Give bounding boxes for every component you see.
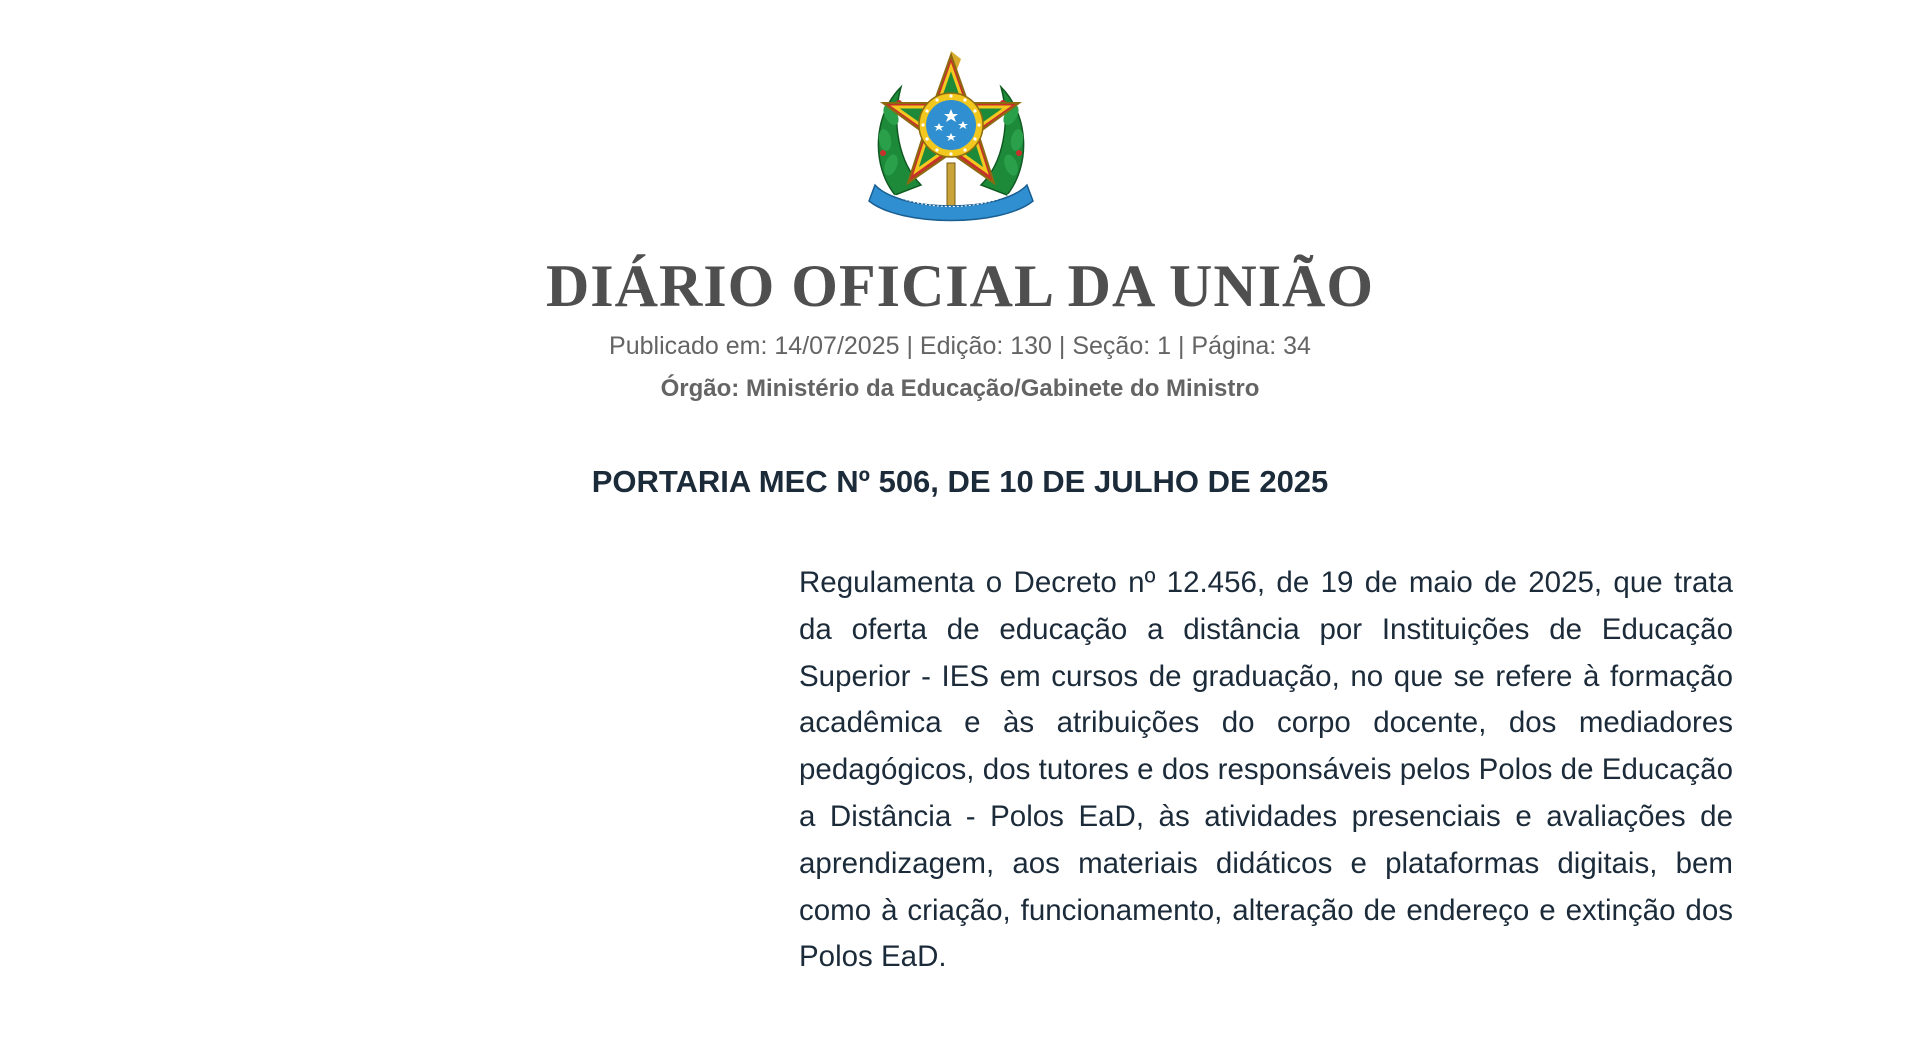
- publication-info: Publicado em: 14/07/2025 | Edição: 130 | Seção: 1 | Página: 34: [609, 332, 1311, 360]
- masthead-title: DIÁRIO OFICIAL DA UNIÃO: [545, 253, 1375, 319]
- ementa-paragraph: Regulamenta o Decreto nº 12.456, de 19 de maio de 2025, que trata da oferta de educação a distância por Instituições de Educação Superior - IES em cursos de graduação, no que se refere à formação acadêmica e às atribuições do corpo docente, dos mediadores pedagógicos, dos tutores e dos responsáveis pelos Polos de Educação a Distância - Polos EaD, às atividades presenciais e avaliações de aprendizagem, aos materiais didáticos e plataformas digitais, bem como à criação, funcionamento, alteração de endereço e extinção dos Polos EaD.: [799, 566, 1733, 974]
- act-title: PORTARIA MEC Nº 506, DE 10 DE JULHO DE 2025: [591, 464, 1329, 499]
- orgao-value: Ministério da Educação/Gabinete do Ministro: [745, 375, 1260, 402]
- brazil-coat-of-arms-icon: [861, 45, 1041, 225]
- orgao-label: Órgão:: [660, 375, 740, 402]
- orgao-line: [0, 373, 1920, 405]
